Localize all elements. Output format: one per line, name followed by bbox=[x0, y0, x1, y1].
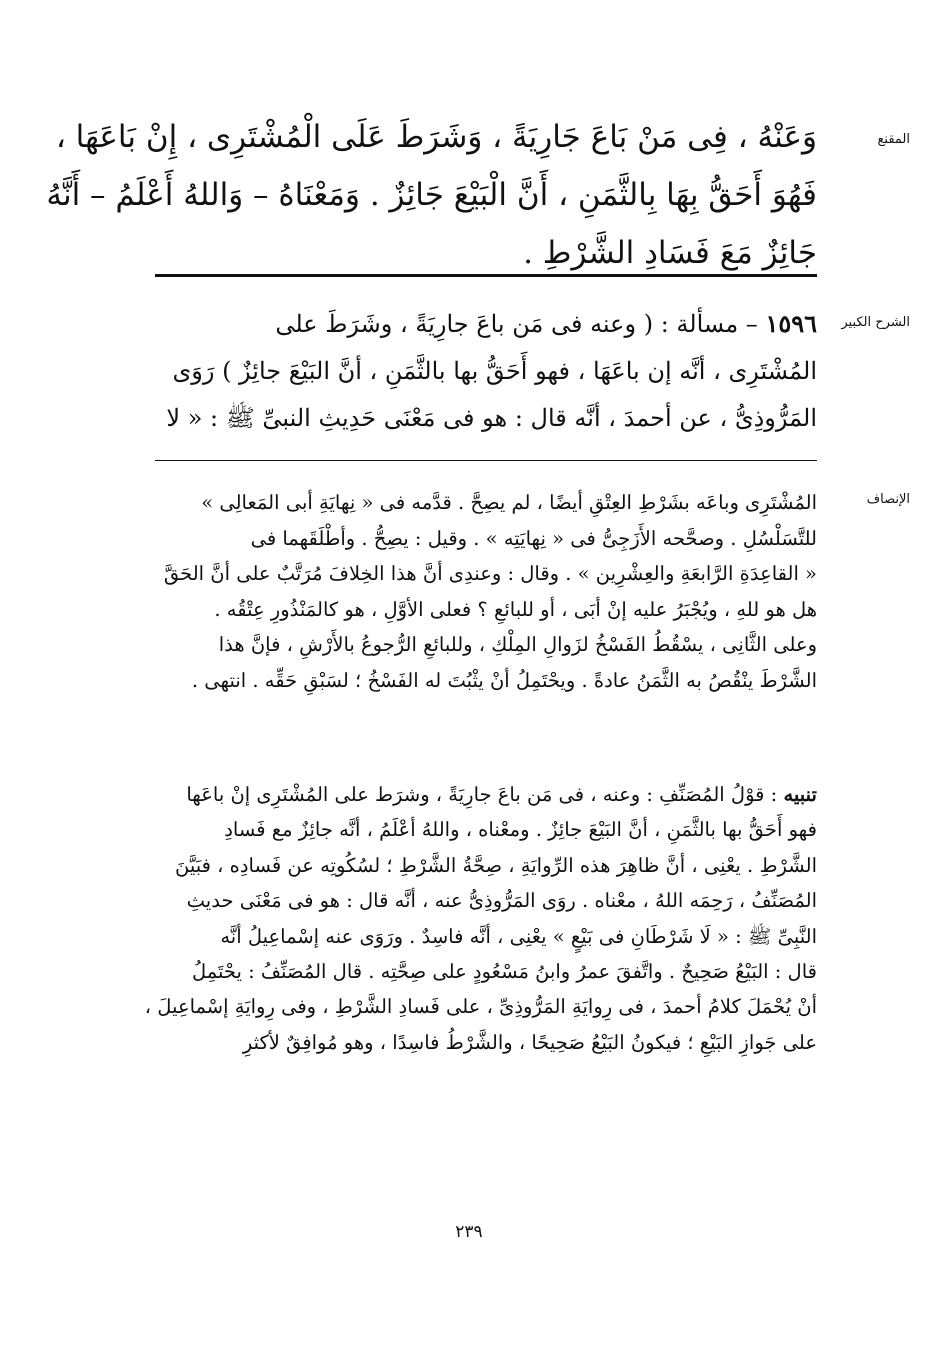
sharh-line: المَرُّوذِىُّ ، عن أحمدَ ، أنَّه قال : هو فى مَعْنَى حَدِيثِ النبىِّ ﷺ : « لا bbox=[166, 404, 817, 432]
insaf-line: المُشْتَرِى وباعَه بشَرْطِ العِتْقِ أيضًا ، لم يصِحَّ . قدَّمه فى « نِهايَةِ أبى المَعالِى » bbox=[201, 491, 817, 514]
sharh-line bbox=[155, 300, 817, 348]
divider-thin bbox=[155, 460, 817, 461]
tanbih-line: الشَّرْطِ . يعْنِى ، أنَّ ظاهِرَ هذه الرِّوايَةِ ، صِحَّةُ الشَّرْطِ ؛ لسُكُوتِه عن فَسادِه ، فبَيَّنَ bbox=[175, 853, 817, 877]
insaf-line: « القاعِدَةِ الرَّابعَةِ والعِشْرِين » . وقال : وعندِى أنَّ هذا الخِلافَ مُرَتَّبٌ على أنَّ الحَقَّ bbox=[163, 562, 817, 585]
insaf-line: الشَّرْطَ ينْقُصُ به الثَّمَنُ عادةً . ويحْتَمِلُ أنْ يثْبُتَ له الفَسْخُ ؛ لسَبْقِ حَقِّه . انتهى . bbox=[191, 668, 817, 692]
tanbih-line-1-text: : قوْلُ المُصَنِّفِ : وعنه ، فى مَن باعَ جارِيَةً ، وشرَط على المُشْتَرِى إنْ باعَها bbox=[186, 783, 784, 806]
tanbih-line bbox=[155, 777, 817, 812]
label-insaf: الإنصاف bbox=[866, 492, 910, 507]
tanbih-line: المُصَنِّفُ ، رَحِمَه اللهُ ، معْناه . روَى المَرُّوذِىُّ عنه ، أنَّه قال : هو فى مَعْنَى حديثِ bbox=[186, 889, 817, 913]
page-number: ٢٣٩ bbox=[455, 1222, 483, 1242]
label-muqni: المقنع bbox=[877, 132, 910, 147]
insaf-line: للتَّسَلْسُلِ . وصحَّحه الأَزَجِىُّ فى « نِهايَتِه » . وقيل : يصِحُّ . وأطْلَقَهما فى bbox=[250, 526, 817, 550]
matn-line: وَعَنْهُ ، فِى مَنْ بَاعَ جَارِيَةً ، وَشَرَطَ عَلَى الْمُشْتَرِى ، إِنْ بَاعَهَا ، bbox=[55, 119, 817, 155]
tanbih-text bbox=[144, 777, 817, 1060]
tanbih-line: فهو أَحَقُّ بها بالثَّمَنِ ، أنَّ البَيْعَ جائِزٌ . ومعْناه ، واللهُ أعْلَمُ ، أنَّه جائِزٌ مع فَسادِ bbox=[224, 818, 817, 842]
divider-thick bbox=[155, 274, 817, 277]
sharh-text bbox=[155, 300, 817, 442]
insaf-text bbox=[155, 485, 817, 698]
matn-line: جَائِزٌ مَعَ فَسَادِ الشَّرْطِ . bbox=[523, 235, 817, 271]
sharh-line-1-text: – مسألة : ( وعنه فى مَن باعَ جارِيَةً ، وشَرَطَ على bbox=[275, 310, 766, 338]
tanbih-line: النَّبِىِّ ﷺ : « لَا شَرْطَانِ فى بَيْعٍ » يعْنِى ، أنَّه فاسِدٌ . ورَوَى عنه إسْماعِيلُ أنَّه bbox=[220, 924, 817, 948]
label-sharh-kabir: الشرح الكبير bbox=[841, 315, 910, 330]
matn-line: فَهُوَ أَحَقُّ بِهَا بِالثَّمَنِ ، أَنَّ الْبَيْعَ جَائِزٌ . وَمَعْنَاهُ – وَاللهُ أَعْلَمُ – أَنَّهُ bbox=[46, 177, 817, 213]
tanbih-line: قال : البَيْعُ صَحِيحٌ . واتَّفقَ عمرُ وابنُ مَسْعُودٍ على صِحَّتِه . قال المُصَنِّفُ : يحْتَمِلُ bbox=[191, 960, 817, 984]
tanbih-line: أنْ يُحْمَلَ كلامُ أحمدَ ، فى رِوايَةِ المَرُّوذِىِّ ، على فَسادِ الشَّرْطِ ، وفى رِوايَةِ إسْماعِيلَ ، bbox=[144, 995, 817, 1019]
insaf-line: هل هو للهِ ، ويُجْبَرُ عليه إنْ أبَى ، أو للبائعِ ؟ فعلى الأوَّلِ ، هو كالمَنْذُورِ عِتْقُه . bbox=[214, 597, 817, 621]
tanbih-line: على جَوازِ البَيْعِ ؛ فيكونُ البَيْعُ صَحِيحًا ، والشَّرْطُ فاسِدًا ، وهو مُوافِقٌ لأكثرِ bbox=[242, 1030, 817, 1054]
matn-text bbox=[46, 108, 817, 282]
insaf-line: وعلى الثَّانِى ، يسْقُطُ الفَسْخُ لزَوالِ المِلْكِ ، وللبائعِ الرُّجوعُ بالأَرْشِ ، فإنَّ هذا bbox=[218, 633, 817, 656]
sharh-line: المُشْتَرِى ، أنَّه إن باعَهَا ، فهو أَحَقُّ بها بالثَّمَنِ ، أنَّ البَيْعَ جائِزٌ ) رَوَى bbox=[172, 357, 817, 385]
issue-number: ١٥٩٦ bbox=[765, 309, 817, 338]
tanbih-heading: تنبيه bbox=[783, 783, 817, 806]
